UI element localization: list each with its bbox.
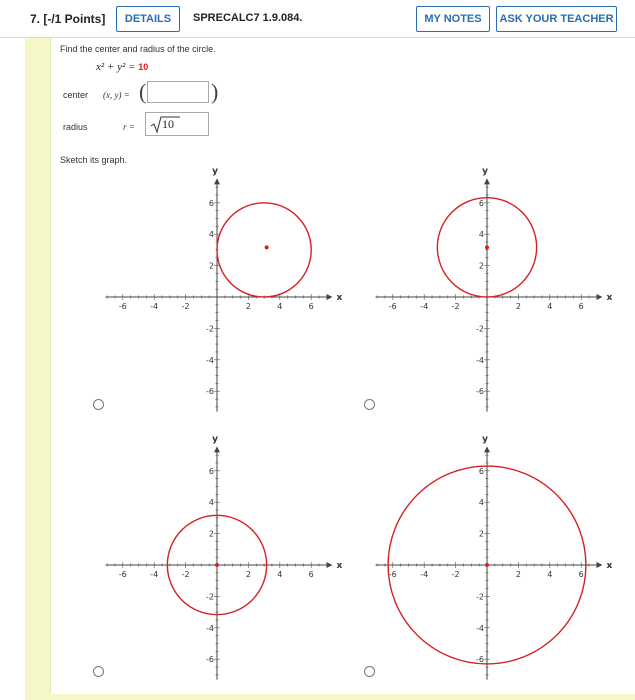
graph-a-y-tick-label: 6 bbox=[208, 198, 214, 208]
graph-a-x-tick-label: 4 bbox=[277, 302, 283, 311]
graph-b-x-tick-label: 2 bbox=[515, 302, 521, 311]
graph-b-center-dot bbox=[485, 245, 489, 249]
left-paren: ( bbox=[139, 79, 147, 104]
graph-c-y-arrow bbox=[214, 446, 220, 452]
graph-c-x-tick-label: 6 bbox=[308, 570, 314, 579]
graph-d-x-tick-label: 4 bbox=[547, 570, 553, 579]
question-number: 7. [-/1 Points] bbox=[30, 12, 106, 26]
graph-c-x-arrow bbox=[326, 562, 332, 568]
graph-c-x-tick-label: -4 bbox=[150, 570, 159, 579]
instruction-text: Find the center and radius of the circle. bbox=[60, 44, 216, 54]
graph-d-y-tick-label: -4 bbox=[476, 623, 484, 633]
equation-rhs: 10 bbox=[138, 62, 149, 72]
graph-c-x-tick-label: -2 bbox=[181, 570, 190, 579]
question-body bbox=[50, 38, 635, 700]
graph-a-y-arrow bbox=[214, 178, 220, 184]
graph-d-y-tick-label: -6 bbox=[476, 655, 484, 665]
center-expression: (x, y) = bbox=[103, 90, 130, 100]
graph-d-x-arrow bbox=[596, 562, 602, 568]
graph-c-x-tick-label: 2 bbox=[245, 570, 251, 579]
graph-c-y-label: y bbox=[212, 434, 218, 445]
graph-a-y-tick-label: -2 bbox=[206, 324, 214, 334]
graph-a-x-arrow bbox=[326, 294, 332, 300]
graph-a-x-tick-label: -6 bbox=[118, 302, 127, 311]
choice-c-radio[interactable] bbox=[93, 666, 104, 677]
graph-d-x-tick-label: 6 bbox=[578, 570, 584, 579]
problem-code: SPRECALC7 1.9.084. bbox=[193, 12, 303, 24]
equation-lhs: x² + y² = bbox=[96, 61, 139, 73]
graph-b-x-tick-label: 6 bbox=[578, 302, 584, 311]
graph-d-y-tick-label: -2 bbox=[476, 592, 484, 602]
graph-d-x-tick-label: -4 bbox=[420, 570, 429, 579]
graph-b-x-arrow bbox=[596, 294, 602, 300]
graph-d-y-tick-label: 6 bbox=[478, 466, 484, 476]
graph-a-y-tick-label: 2 bbox=[208, 261, 214, 271]
graph-d-x-tick-label: -6 bbox=[388, 570, 397, 579]
radius-value: 10 bbox=[162, 117, 174, 131]
graph-b-y-tick-label: 2 bbox=[478, 261, 484, 271]
choice-d-radio[interactable] bbox=[364, 666, 375, 677]
graph-b-x-tick-label: -2 bbox=[451, 302, 460, 311]
graph-c-y-tick-label: 6 bbox=[208, 466, 214, 476]
graph-c-y-tick-label: -6 bbox=[206, 655, 214, 665]
graph-a-x-tick-label: 2 bbox=[245, 302, 251, 311]
graph-c-y-tick-label: 2 bbox=[208, 529, 214, 539]
graph-c-x-label: x bbox=[336, 561, 343, 571]
graph-d-x-tick-label: 2 bbox=[515, 570, 521, 579]
graph-b-y-tick-label: 4 bbox=[478, 230, 484, 240]
center-label: center bbox=[63, 90, 89, 100]
graph-a-x-tick-label: -4 bbox=[150, 302, 159, 311]
graph-b-x-tick-label: 4 bbox=[547, 302, 553, 311]
graph-d-x-tick-label: -2 bbox=[451, 570, 460, 579]
graph-b-x-tick-label: -4 bbox=[420, 302, 429, 311]
graph-c-y-tick-label: -2 bbox=[206, 592, 214, 602]
graph-b-x-tick-label: -6 bbox=[388, 302, 397, 311]
graph-a-center-dot bbox=[265, 245, 269, 249]
graph-d-y-arrow bbox=[484, 446, 490, 452]
graph-a-y-tick-label: -4 bbox=[206, 355, 214, 365]
graph-a-y-label: y bbox=[212, 166, 218, 177]
graph-d-y-tick-label: 4 bbox=[478, 498, 484, 508]
graph-c-x-tick-label: -6 bbox=[118, 570, 127, 579]
choice-a-radio[interactable] bbox=[93, 399, 104, 410]
graph-b-y-label: y bbox=[482, 166, 488, 177]
choice-b-radio[interactable] bbox=[364, 399, 375, 410]
graph-a-x-label: x bbox=[336, 293, 343, 303]
graph-b-x-label: x bbox=[606, 293, 613, 303]
graph-a-y-tick-label: -6 bbox=[206, 387, 214, 397]
sketch-label: Sketch its graph. bbox=[60, 155, 128, 165]
graph-b-y-tick-label: 6 bbox=[478, 198, 484, 208]
graph-a-x-tick-label: -2 bbox=[181, 302, 190, 311]
graph-b-y-tick-label: -4 bbox=[476, 355, 484, 365]
graph-b-y-arrow bbox=[484, 178, 490, 184]
bottom-strip bbox=[50, 694, 635, 700]
graph-b-y-tick-label: -2 bbox=[476, 324, 484, 334]
graph-a-y-tick-label: 4 bbox=[208, 230, 214, 240]
details-button[interactable]: DETAILS bbox=[116, 6, 180, 32]
radius-expression: r = bbox=[123, 122, 135, 132]
graph-c-x-tick-label: 4 bbox=[277, 570, 283, 579]
graph-area bbox=[1, 0, 613, 665]
graph-c-center-dot bbox=[215, 563, 219, 567]
graph-d-y-tick-label: 2 bbox=[478, 529, 484, 539]
graph-d-y-label: y bbox=[482, 434, 488, 445]
graph-d-center-dot bbox=[485, 563, 489, 567]
graph-c-y-tick-label: 4 bbox=[208, 498, 214, 508]
ask-teacher-button[interactable]: ASK YOUR TEACHER bbox=[496, 6, 617, 32]
my-notes-button[interactable]: MY NOTES bbox=[416, 6, 490, 32]
graph-c-y-tick-label: -4 bbox=[206, 623, 214, 633]
right-paren: ) bbox=[211, 79, 219, 104]
graph-b-y-tick-label: -6 bbox=[476, 387, 484, 397]
graph-a-circle bbox=[217, 203, 311, 297]
radius-label: radius bbox=[63, 122, 88, 132]
graph-a-x-tick-label: 6 bbox=[308, 302, 314, 311]
graph-d-x-label: x bbox=[606, 561, 613, 571]
